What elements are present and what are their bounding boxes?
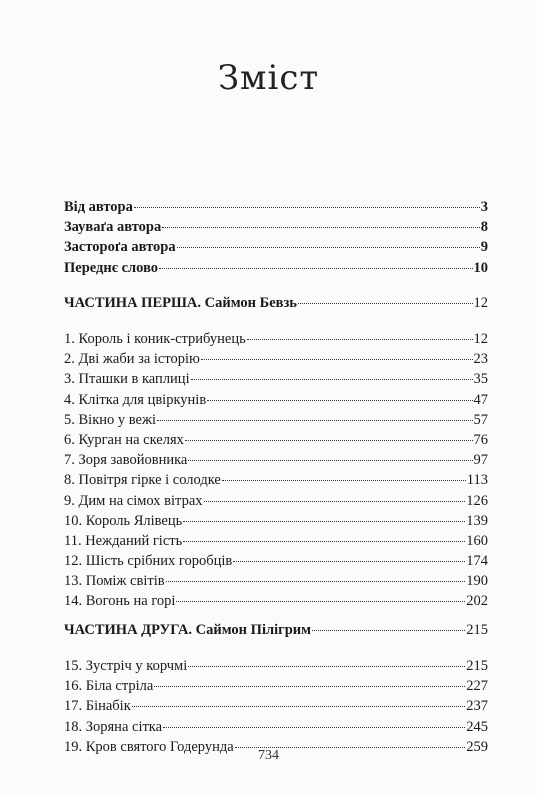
toc-entry-label: ЧАСТИНА ПЕРША. Саймон Бевзь xyxy=(64,295,297,311)
dot-leader xyxy=(132,706,465,707)
dot-leader xyxy=(163,727,465,728)
toc-entry-label: ЧАСТИНА ДРУГА. Саймон Пілігрим xyxy=(64,622,312,638)
toc-entry-page-number: 23 xyxy=(473,351,488,368)
toc-entry-page-number: 245 xyxy=(466,718,488,735)
page-title: Зміст xyxy=(217,58,320,98)
toc-entry-label: 9. Дим на сімох вітрах xyxy=(64,492,203,509)
toc-chapter-row xyxy=(64,369,488,389)
dot-leader xyxy=(134,207,480,208)
toc-entry-label: 19. Кров святого Годерунда xyxy=(64,738,234,755)
toc-entry-page-number: 160 xyxy=(466,532,488,549)
toc-entry-page-number: 35 xyxy=(473,371,488,388)
part1-chapters-section xyxy=(64,329,488,612)
toc-entry-label: 4. Клітка для цвіркунів xyxy=(64,391,207,408)
page-number-footer: 734 xyxy=(258,748,279,763)
toc-entry-label: 5. Вікно у вежі xyxy=(64,411,156,428)
dot-leader xyxy=(176,601,465,602)
dot-leader xyxy=(157,420,473,421)
toc-chapter-row xyxy=(64,656,488,676)
toc-entry-label: 3. Пташки в каплиці xyxy=(64,371,190,388)
toc-part-heading-row xyxy=(64,293,488,313)
toc-entry-label: 13. Поміж світів xyxy=(64,573,165,590)
toc-entry-page-number: 174 xyxy=(466,553,488,570)
dot-leader xyxy=(185,440,473,441)
toc-entry-page-number: 10 xyxy=(473,259,488,276)
toc-entry-label: Зауваґа автора xyxy=(64,219,162,236)
toc-chapter-row xyxy=(64,571,488,591)
toc-entry-label: Застороґа автора xyxy=(64,239,176,256)
toc-entry-label: 10. Король Ялівець xyxy=(64,512,183,529)
toc-chapter-row xyxy=(64,717,488,737)
toc-entry-page-number: 215 xyxy=(466,622,488,638)
part2-chapters-section xyxy=(64,656,488,757)
toc-chapter-row xyxy=(64,551,488,571)
front-matter-section xyxy=(64,197,488,278)
toc-entry-page-number: 8 xyxy=(480,219,488,236)
toc-entry-page-number: 227 xyxy=(466,678,488,695)
toc-entry-label: 12. Шість срібних горобців xyxy=(64,553,233,570)
toc-entry-page-number: 57 xyxy=(473,411,488,428)
toc-chapter-row xyxy=(64,430,488,450)
toc-chapter-row xyxy=(64,591,488,611)
dot-leader xyxy=(188,666,465,667)
toc-entry-label: 7. Зоря завойовника xyxy=(64,452,188,469)
dot-leader xyxy=(247,339,473,340)
toc-entry-label: 18. Зоряна сітка xyxy=(64,718,163,735)
toc-chapter-row xyxy=(64,410,488,430)
toc-chapter-row xyxy=(64,349,488,369)
toc-entry-label: 8. Повітря гірке і солодке xyxy=(64,472,221,489)
toc-entry-label: 1. Король і коник-стрибунець xyxy=(64,331,246,347)
dot-leader xyxy=(188,460,472,461)
toc-front-matter-row xyxy=(64,217,488,237)
dot-leader xyxy=(162,227,480,228)
dot-leader xyxy=(201,359,473,360)
toc-entry-label: 17. Бінабік xyxy=(64,698,131,715)
toc-chapter-row xyxy=(64,450,488,470)
toc-entry-page-number: 97 xyxy=(473,452,488,469)
toc-front-matter-row xyxy=(64,258,488,278)
toc-entry-label: 11. Нежданий гість xyxy=(64,532,183,549)
dot-leader xyxy=(177,247,480,248)
toc-part-heading-row xyxy=(64,620,488,640)
dot-leader xyxy=(183,521,465,522)
dot-leader xyxy=(233,561,465,562)
toc-entry-page-number: 202 xyxy=(466,593,488,610)
toc-entry-page-number: 76 xyxy=(473,431,488,448)
toc-chapter-row xyxy=(64,470,488,490)
dot-leader xyxy=(166,581,466,582)
dot-leader xyxy=(312,630,465,631)
toc-entry-page-number: 3 xyxy=(480,199,488,215)
toc-entry-page-number: 12 xyxy=(473,331,488,347)
toc-entry-page-number: 12 xyxy=(473,295,488,311)
toc-entry-label: 6. Курган на скелях xyxy=(64,431,184,448)
toc-chapter-row xyxy=(64,329,488,349)
dot-leader xyxy=(222,480,466,481)
toc-entry-page-number: 215 xyxy=(466,658,488,674)
toc-chapter-row xyxy=(64,676,488,696)
dot-leader xyxy=(154,686,465,687)
toc-entry-label: 16. Біла стріла xyxy=(64,678,154,695)
toc-entry-page-number: 139 xyxy=(466,512,488,529)
toc-entry-page-number: 9 xyxy=(480,239,488,256)
toc-entry-page-number: 113 xyxy=(466,472,488,489)
dot-leader xyxy=(191,379,473,380)
toc-front-matter-row xyxy=(64,237,488,257)
toc-entry-page-number: 190 xyxy=(466,573,488,590)
toc-chapter-row xyxy=(64,531,488,551)
toc-chapter-row xyxy=(64,511,488,531)
toc-chapter-row xyxy=(64,491,488,511)
toc-chapter-row xyxy=(64,390,488,410)
toc-entry-label: Переднє слово xyxy=(64,259,159,276)
toc-entry-page-number: 259 xyxy=(466,738,488,755)
toc-entry-page-number: 47 xyxy=(473,391,488,408)
part1-heading-section xyxy=(64,293,488,313)
part2-heading-section xyxy=(64,620,488,640)
toc-entry-label: 2. Дві жаби за історію xyxy=(64,351,200,368)
toc-chapter-row xyxy=(64,696,488,716)
toc-entry-label: 14. Вогонь на горі xyxy=(64,593,176,610)
dot-leader xyxy=(159,268,472,269)
toc-entry-label: 15. Зустріч у корчмі xyxy=(64,658,188,674)
toc-entry-page-number: 126 xyxy=(466,492,488,509)
dot-leader xyxy=(207,400,472,401)
toc-entry-label: Від автора xyxy=(64,199,133,215)
dot-leader xyxy=(183,541,465,542)
toc-front-matter-row xyxy=(64,197,488,217)
dot-leader xyxy=(204,501,466,502)
dot-leader xyxy=(298,303,473,304)
toc-entry-page-number: 237 xyxy=(466,698,488,715)
